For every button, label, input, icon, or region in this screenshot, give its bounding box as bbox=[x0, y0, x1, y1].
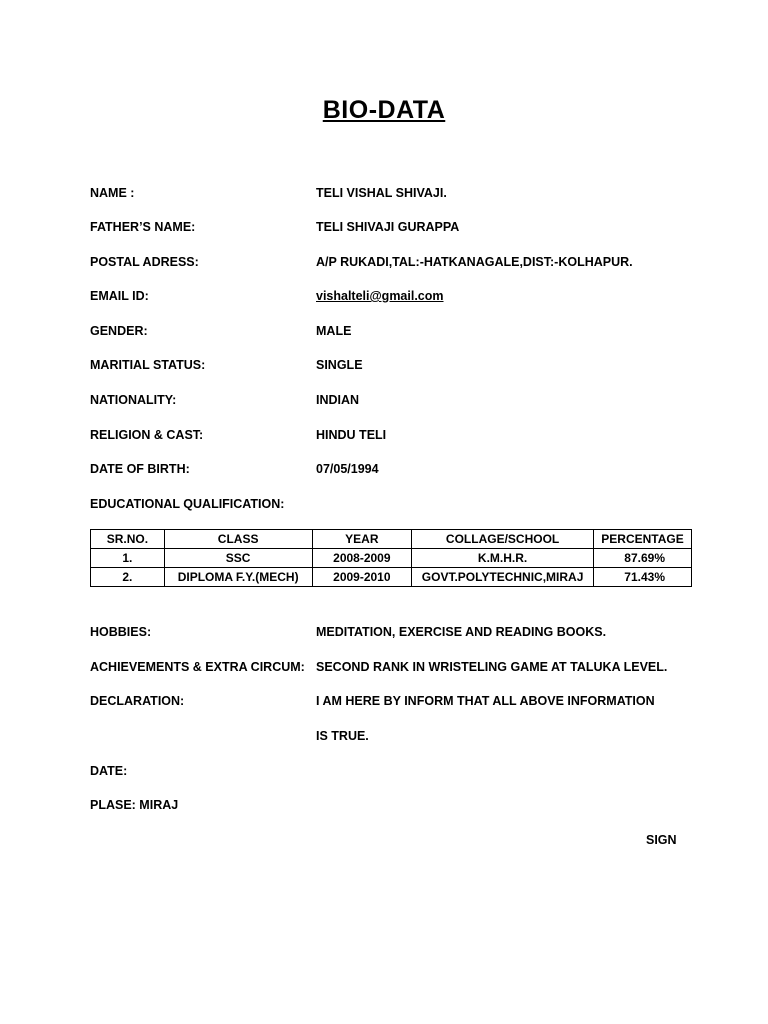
education-label: EDUCATIONAL QUALIFICATION: bbox=[90, 497, 285, 511]
gender-label: GENDER: bbox=[90, 324, 148, 338]
hobbies-value: MEDITATION, EXERCISE AND READING BOOKS. bbox=[316, 625, 607, 639]
table-cell: 87.69% bbox=[594, 549, 692, 568]
table-cell: GOVT.POLYTECHNIC,MIRAJ bbox=[412, 568, 594, 587]
header-cell: COLLAGE/SCHOOL bbox=[412, 530, 594, 549]
religion-value: HINDU TELI bbox=[316, 428, 387, 442]
marital-status-value: SINGLE bbox=[316, 358, 363, 372]
postal-address-label: POSTAL ADRESS: bbox=[90, 255, 199, 269]
achievements-value: SECOND RANK IN WRISTELING GAME AT TALUKA LEVEL. bbox=[316, 660, 668, 674]
signature-label: SIGN bbox=[646, 833, 677, 847]
declaration-value: I AM HERE BY INFORM THAT ALL ABOVE INFORMATION bbox=[316, 694, 655, 708]
declaration-label: DECLARATION: bbox=[90, 694, 185, 708]
header-cell: CLASS bbox=[164, 530, 312, 549]
place-label: PLASE: MIRAJ bbox=[90, 798, 179, 812]
table-cell: 2009-2010 bbox=[312, 568, 412, 587]
marital-status-label: MARITIAL STATUS: bbox=[90, 358, 206, 372]
table-cell: DIPLOMA F.Y.(MECH) bbox=[164, 568, 312, 587]
postal-address-value: A/P RUKADI,TAL:-HATKANAGALE,DIST:-KOLHAPUR. bbox=[316, 255, 633, 269]
religion-label: RELIGION & CAST: bbox=[90, 428, 204, 442]
table-cell: 2008-2009 bbox=[312, 549, 412, 568]
header-cell: PERCENTAGE bbox=[594, 530, 692, 549]
nationality-label: NATIONALITY: bbox=[90, 393, 177, 407]
header-cell: SR.NO. bbox=[91, 530, 165, 549]
dob-value: 07/05/1994 bbox=[316, 462, 379, 476]
table-cell: 71.43% bbox=[594, 568, 692, 587]
education-table bbox=[90, 529, 692, 587]
email-label: EMAIL ID: bbox=[90, 289, 149, 303]
achievements-label: ACHIEVEMENTS & EXTRA CIRCUM: bbox=[90, 660, 305, 674]
father-name-label: FATHER’S NAME: bbox=[90, 220, 196, 234]
header-cell: YEAR bbox=[312, 530, 412, 549]
dob-label: DATE OF BIRTH: bbox=[90, 462, 190, 476]
name-label: NAME : bbox=[90, 186, 135, 200]
education-header-row bbox=[91, 530, 692, 549]
declaration-continued-value: IS TRUE. bbox=[316, 729, 369, 743]
email-link[interactable]: vishalteli@gmail.com bbox=[316, 289, 444, 303]
table-cell: K.M.H.R. bbox=[412, 549, 594, 568]
name-value: TELI VISHAL SHIVAJI. bbox=[316, 186, 447, 200]
father-name-value: TELI SHIVAJI GURAPPA bbox=[316, 220, 460, 234]
gender-value: MALE bbox=[316, 324, 352, 338]
nationality-value: INDIAN bbox=[316, 393, 360, 407]
table-cell: 2. bbox=[91, 568, 165, 587]
table-row bbox=[91, 549, 692, 568]
table-row bbox=[91, 568, 692, 587]
table-cell: 1. bbox=[91, 549, 165, 568]
hobbies-label: HOBBIES: bbox=[90, 625, 152, 639]
document-title: BIO-DATA bbox=[322, 96, 446, 124]
date-label: DATE: bbox=[90, 764, 128, 778]
table-cell: SSC bbox=[164, 549, 312, 568]
